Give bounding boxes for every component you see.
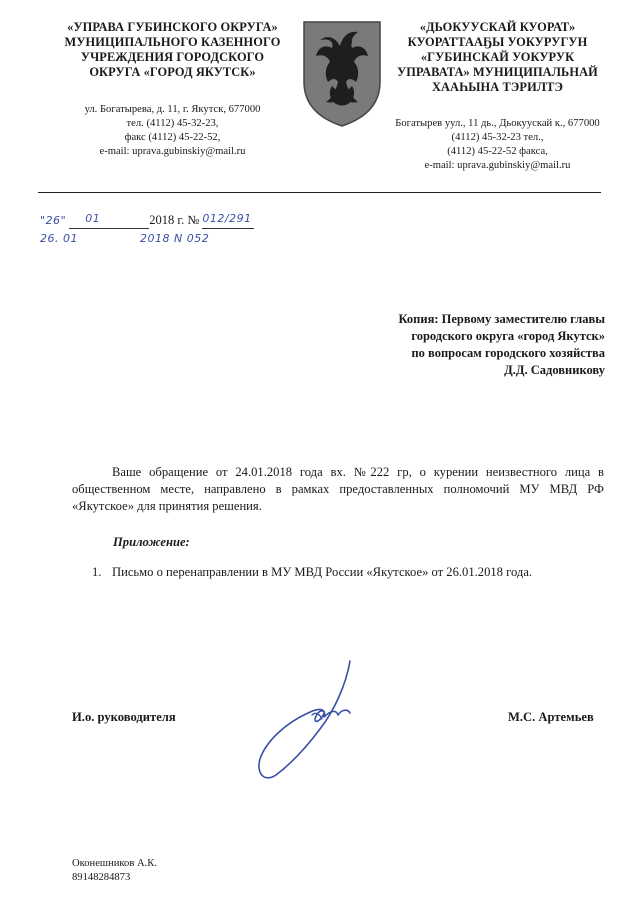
executor-phone: 89148284873 (72, 872, 131, 883)
document-number: 012/291 (202, 212, 252, 225)
addressee-line: по вопросам городского хозяйства (411, 346, 605, 360)
org-name-line: ОКРУГА «ГОРОД ЯКУТСК» (89, 65, 256, 79)
org-name-line: МУНИЦИПАЛЬНОГО КАЗЕННОГО (64, 35, 281, 49)
addressee-line: Копия: Первому заместителю главы (398, 312, 605, 326)
org-fax: (4112) 45-22-52 факса, (447, 146, 548, 157)
handwritten-signature (250, 655, 370, 785)
attachment-title: Приложение: (113, 535, 190, 549)
executor-name: Оконешников А.К. (72, 858, 157, 869)
date-month: 01 (85, 212, 101, 225)
attachment-item-number: 1. (92, 565, 102, 579)
header-divider (38, 192, 601, 193)
stamp-date: 26. 01 (40, 232, 78, 245)
org-email: e-mail: uprava.gubinskiy@mail.ru (424, 160, 571, 171)
header-left-org (40, 20, 305, 159)
org-name-line: УЧРЕЖДЕНИЯ ГОРОДСКОГО (80, 50, 265, 64)
org-name-line: «ГУБИНСКАЙ УОКУРУК (420, 50, 575, 64)
addressee-block (370, 311, 605, 379)
header-right-org (385, 20, 610, 173)
document-date-line (40, 212, 254, 229)
org-contacts (40, 103, 305, 159)
date-quote-close: " (60, 214, 67, 227)
org-name-line: ХААҺЫНА ТЭРИЛТЭ (431, 80, 564, 94)
attachment-item (92, 565, 532, 580)
signer-position: И.о. руководителя (72, 710, 176, 724)
org-tel: (4112) 45-32-23 тел., (451, 132, 544, 143)
date-day: 26 (45, 214, 61, 227)
org-name-line: УПРАВАТА» МУНИЦИПАЛЬНАЙ (397, 65, 598, 79)
date-quote-open: " (40, 214, 46, 227)
executor-info (72, 857, 157, 885)
org-address: Богатырев уул., 11 дь., Дьокуускай к., 677000 (395, 118, 600, 129)
signer-name: М.С. Артемьев (508, 710, 594, 724)
attachment-item-text: Письмо о перенаправлении в МУ МВД России «Якутское» от 26.01.2018 года. (112, 565, 533, 579)
document-number-field (202, 212, 254, 229)
org-contacts (385, 117, 610, 173)
letter-body: Ваше обращение от 24.01.2018 года вх. №222 гр, о курении неизвестного лица в общественном месте, направлено в рамках предоставленных полномочий МУ МВД РФ «Якутское» для принятия решения. (72, 465, 604, 513)
stamp-number: 2018 N 052 (140, 232, 210, 245)
org-fax: факс (4112) 45-22-52, (124, 132, 221, 143)
org-tel: тел. (4112) 45-32-23, (126, 118, 219, 129)
org-address: ул. Богатырева, д. 11, г. Якутск, 677000 (84, 104, 261, 115)
addressee-line: Д.Д. Садовникову (504, 363, 605, 377)
org-name-line: КУОРАТТААҔЫ УОКУРУГУН (407, 35, 588, 49)
org-name-line: «ДЬОКУУСКАЙ КУОРАТ» (419, 20, 576, 34)
coat-of-arms-eagle-icon (302, 20, 382, 128)
org-name-line: «УПРАВА ГУБИНСКОГО ОКРУГА» (67, 20, 278, 34)
org-email: e-mail: uprava.gubinskiy@mail.ru (99, 146, 246, 157)
date-month-field (69, 212, 149, 229)
addressee-line: городского округа «город Якутск» (411, 329, 605, 343)
date-year-text: 2018 г. № (149, 213, 200, 227)
